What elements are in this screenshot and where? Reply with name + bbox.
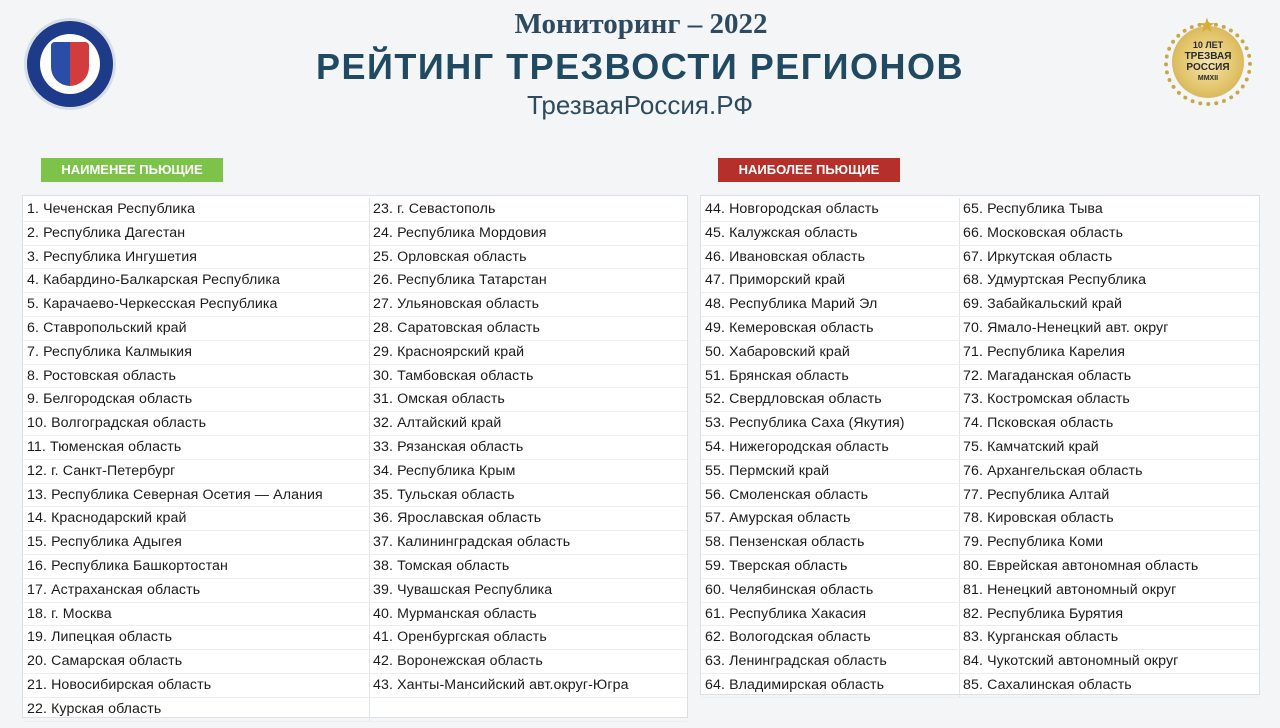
region-row: 17. Астраханская область (23, 579, 369, 603)
region-row: 35. Тульская область (369, 484, 687, 508)
region-row: 39. Чувашская Республика (369, 579, 687, 603)
region-row: 59. Тверская область (701, 555, 959, 579)
region-row: 65. Республика Тыва (959, 198, 1259, 222)
medal-line-2: ТРЕЗВАЯ РОССИЯ (1184, 51, 1232, 73)
region-row: 43. Ханты-Мансийский авт.округ-Югра (369, 674, 687, 698)
region-row: 54. Нижегородская область (701, 436, 959, 460)
region-row: 8. Ростовская область (23, 365, 369, 389)
region-row: 4. Кабардино-Балкарская Республика (23, 269, 369, 293)
region-row: 30. Тамбовская область (369, 365, 687, 389)
region-row: 18. г. Москва (23, 603, 369, 627)
region-row: 45. Калужская область (701, 222, 959, 246)
region-row: 14. Краснодарский край (23, 507, 369, 531)
region-row: 79. Республика Коми (959, 531, 1259, 555)
region-row: 41. Оренбургская область (369, 626, 687, 650)
region-row: 60. Челябинская область (701, 579, 959, 603)
region-row: 12. г. Санкт-Петербург (23, 460, 369, 484)
region-row: 73. Костромская область (959, 388, 1259, 412)
region-row: 82. Республика Бурятия (959, 603, 1259, 627)
region-row: 9. Белгородская область (23, 388, 369, 412)
region-row: 13. Республика Северная Осетия — Алания (23, 484, 369, 508)
region-row: 53. Республика Саха (Якутия) (701, 412, 959, 436)
region-row: 33. Рязанская область (369, 436, 687, 460)
region-row: 71. Республика Карелия (959, 341, 1259, 365)
region-row: 6. Ставропольский край (23, 317, 369, 341)
region-row: 31. Омская область (369, 388, 687, 412)
region-row (369, 698, 687, 722)
region-row: 83. Курганская область (959, 626, 1259, 650)
star-icon: ★ (1198, 15, 1216, 37)
region-row: 50. Хабаровский край (701, 341, 959, 365)
monitoring-title: Мониторинг – 2022 (514, 8, 768, 40)
medal-line-3: MMXII (1197, 75, 1219, 82)
least-drinking-column-1 (23, 198, 370, 722)
region-row: 34. Республика Крым (369, 460, 687, 484)
region-row: 10. Волгоградская область (23, 412, 369, 436)
anniversary-medal-logo (1162, 16, 1254, 112)
region-row: 55. Пермский край (701, 460, 959, 484)
region-row: 64. Владимирская область (701, 674, 959, 698)
region-row: 26. Республика Татарстан (369, 269, 687, 293)
region-row: 78. Кировская область (959, 507, 1259, 531)
region-row: 61. Республика Хакасия (701, 603, 959, 627)
region-row: 72. Магаданская область (959, 365, 1259, 389)
region-row: 19. Липецкая область (23, 626, 369, 650)
region-row: 27. Ульяновская область (369, 293, 687, 317)
region-row: 48. Республика Марий Эл (701, 293, 959, 317)
region-row: 22. Курская область (23, 698, 369, 722)
page-title: РЕЙТИНГ ТРЕЗВОСТИ РЕГИОНОВ (315, 46, 965, 87)
region-row: 85. Сахалинская область (959, 674, 1259, 698)
region-row: 62. Вологодская область (701, 626, 959, 650)
region-row: 23. г. Севастополь (369, 198, 687, 222)
region-row: 74. Псковская область (959, 412, 1259, 436)
region-row: 29. Красноярский край (369, 341, 687, 365)
region-row: 40. Мурманская область (369, 603, 687, 627)
medal-line-1: 10 ЛЕТ (1192, 40, 1224, 50)
most-drinking-column-1 (701, 198, 960, 698)
most-drinking-table (700, 195, 1260, 695)
region-row: 75. Камчатский край (959, 436, 1259, 460)
region-row: 57. Амурская область (701, 507, 959, 531)
region-row: 32. Алтайский край (369, 412, 687, 436)
least-drinking-badge: НАИМЕНЕЕ ПЬЮЩИЕ (41, 158, 223, 182)
region-row: 84. Чукотский автономный округ (959, 650, 1259, 674)
region-row: 47. Приморский край (701, 269, 959, 293)
most-drinking-badge: НАИБОЛЕЕ ПЬЮЩИЕ (718, 158, 900, 182)
region-row: 16. Республика Башкортостан (23, 555, 369, 579)
region-row: 11. Тюменская область (23, 436, 369, 460)
region-row: 20. Самарская область (23, 650, 369, 674)
region-row: 70. Ямало-Ненецкий авт. округ (959, 317, 1259, 341)
region-row: 44. Новгородская область (701, 198, 959, 222)
region-row: 2. Республика Дагестан (23, 222, 369, 246)
region-row: 66. Московская область (959, 222, 1259, 246)
region-row: 58. Пензенская область (701, 531, 959, 555)
region-row: 69. Забайкальский край (959, 293, 1259, 317)
region-row: 24. Республика Мордовия (369, 222, 687, 246)
region-row: 42. Воронежская область (369, 650, 687, 674)
region-row: 37. Калининградская область (369, 531, 687, 555)
region-row: 67. Иркутская область (959, 246, 1259, 270)
region-row: 80. Еврейская автономная область (959, 555, 1259, 579)
region-row: 46. Ивановская область (701, 246, 959, 270)
region-row: 1. Чеченская Республика (23, 198, 369, 222)
region-row: 7. Республика Калмыкия (23, 341, 369, 365)
region-row: 36. Ярославская область (369, 507, 687, 531)
region-row: 15. Республика Адыгея (23, 531, 369, 555)
least-drinking-column-2 (369, 198, 687, 722)
region-row: 38. Томская область (369, 555, 687, 579)
region-row: 5. Карачаево-Черкесская Республика (23, 293, 369, 317)
region-row: 81. Ненецкий автономный округ (959, 579, 1259, 603)
region-row: 76. Архангельская область (959, 460, 1259, 484)
region-row: 77. Республика Алтай (959, 484, 1259, 508)
region-row: 49. Кемеровская область (701, 317, 959, 341)
region-row: 56. Смоленская область (701, 484, 959, 508)
site-name: ТрезваяРоссия.РФ (526, 90, 754, 120)
region-row: 3. Республика Ингушетия (23, 246, 369, 270)
region-row: 51. Брянская область (701, 365, 959, 389)
region-row: 25. Орловская область (369, 246, 687, 270)
region-row: 52. Свердловская область (701, 388, 959, 412)
least-drinking-table (22, 195, 688, 718)
region-row: 68. Удмуртская Республика (959, 269, 1259, 293)
region-row: 21. Новосибирская область (23, 674, 369, 698)
region-row: 28. Саратовская область (369, 317, 687, 341)
region-row: 63. Ленинградская область (701, 650, 959, 674)
most-drinking-column-2 (959, 198, 1259, 698)
